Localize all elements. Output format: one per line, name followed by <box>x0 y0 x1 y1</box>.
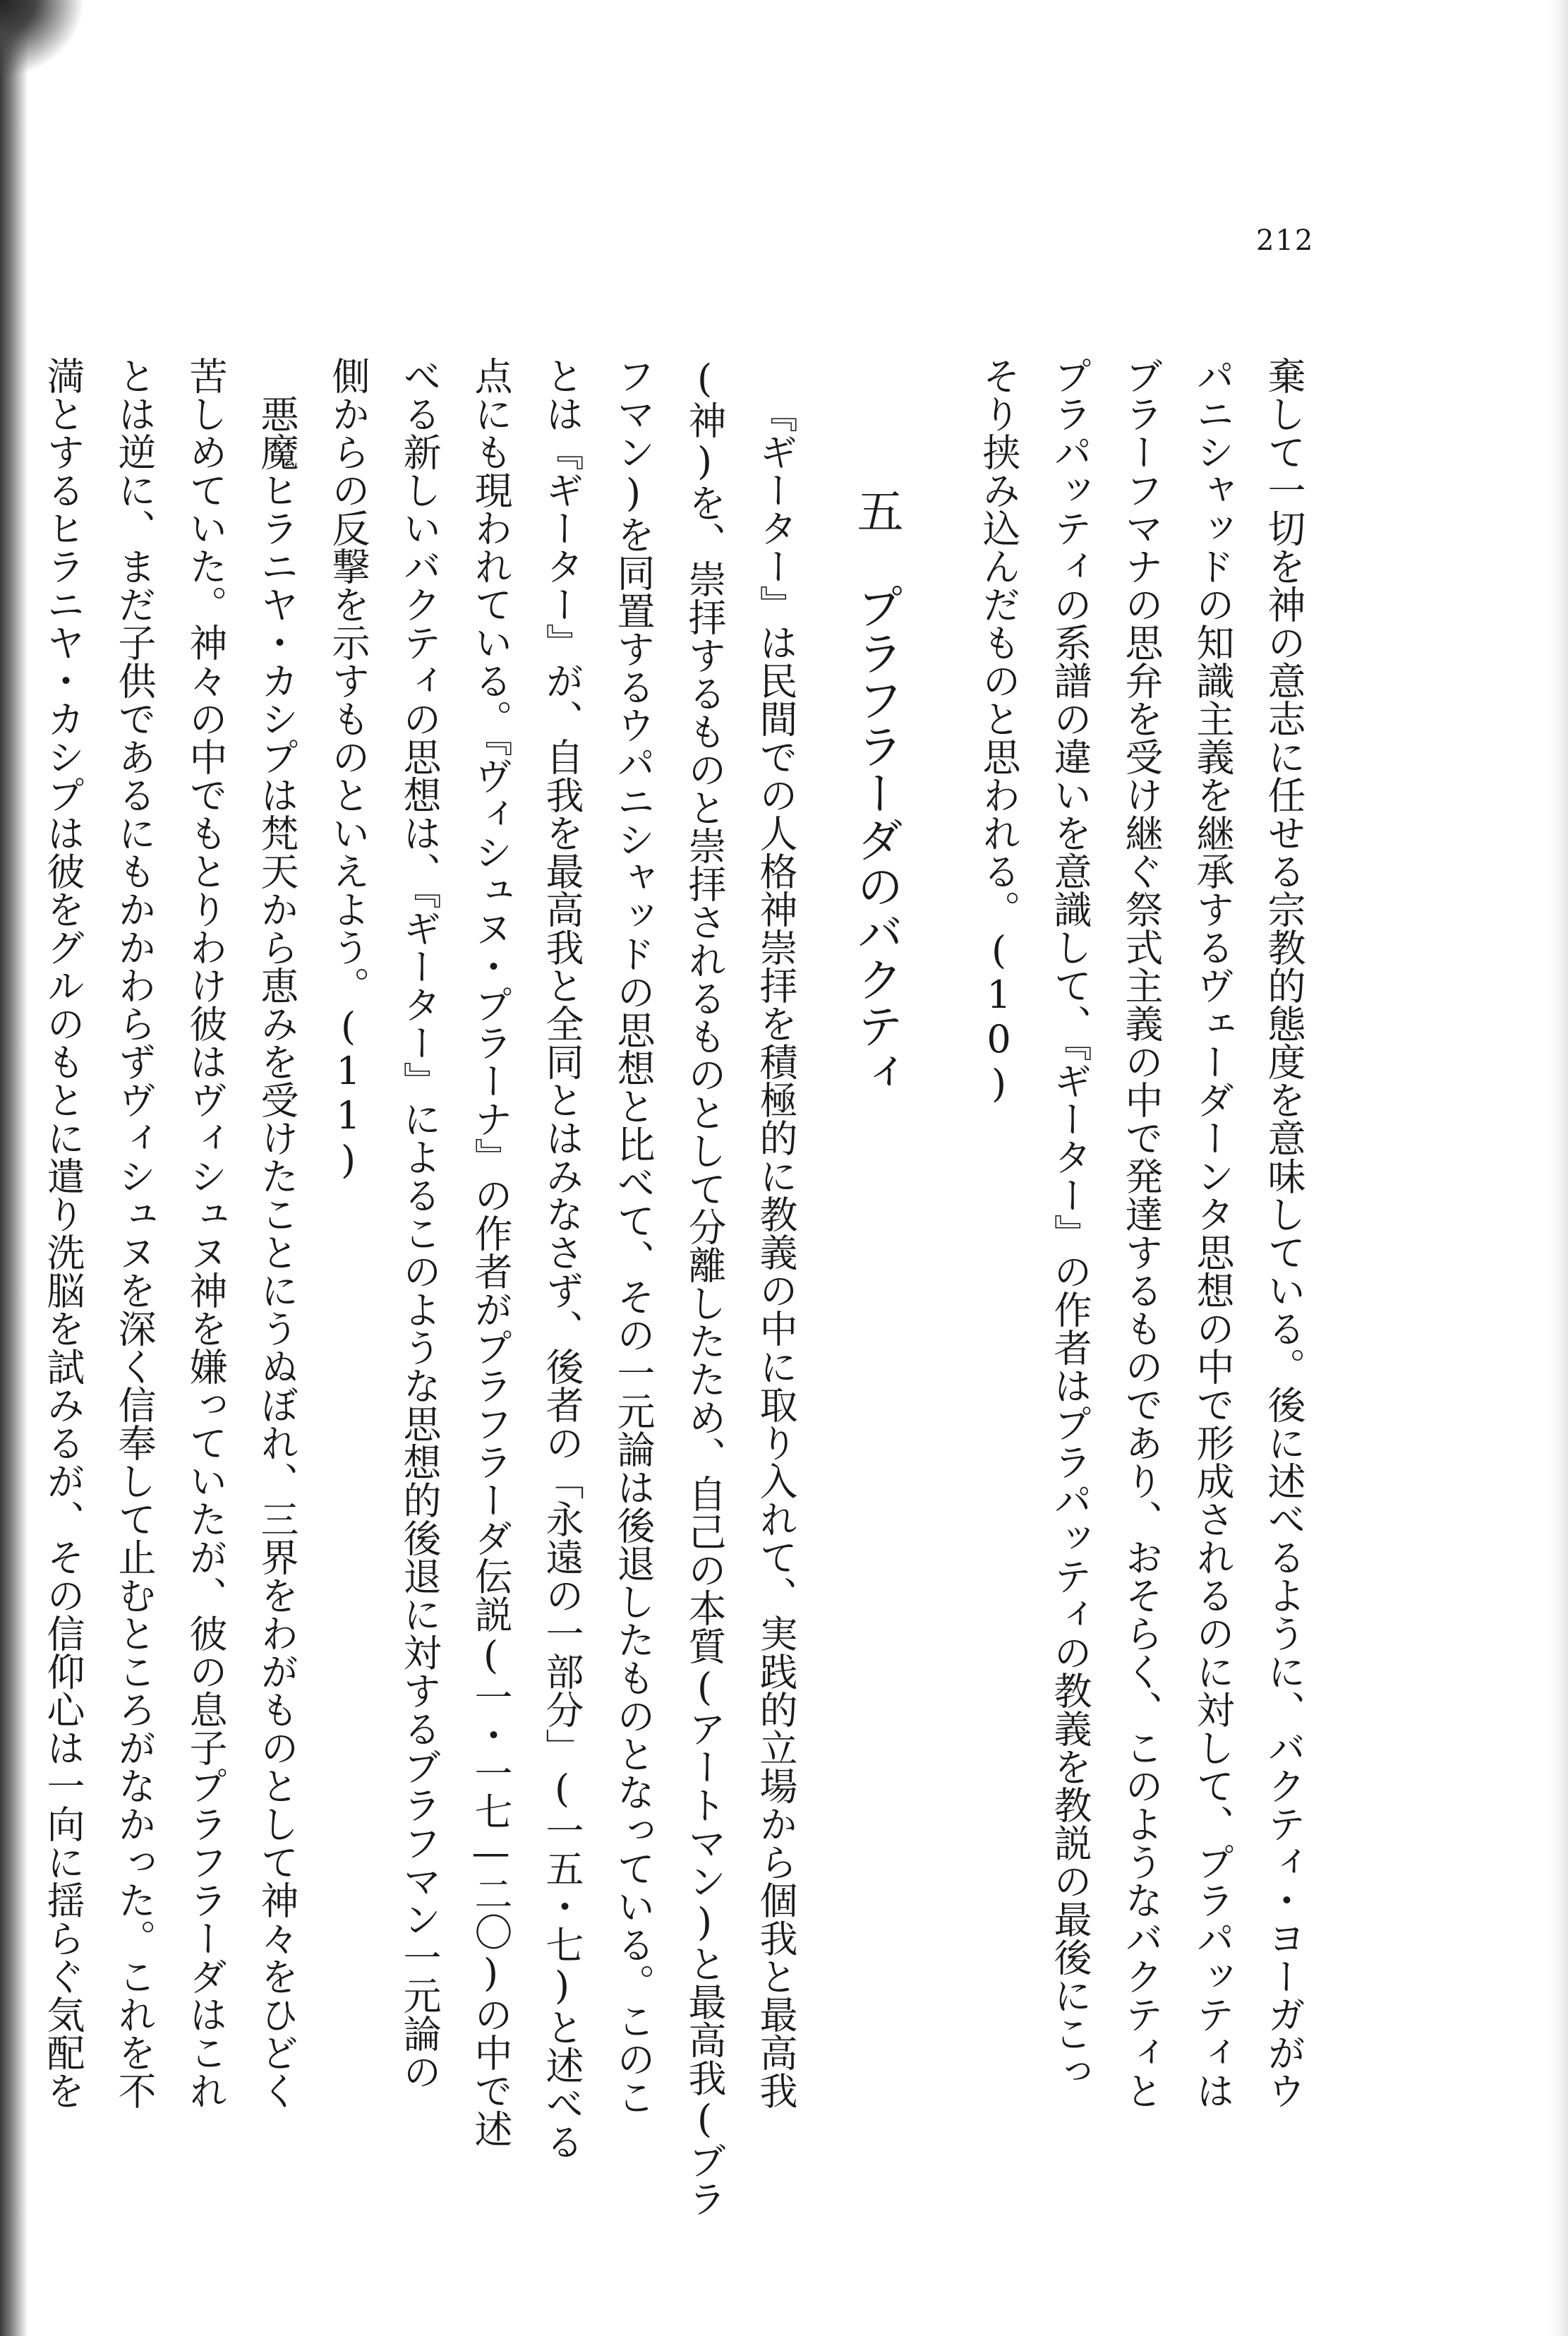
text-line: 苦しめていた。神々の中でもとりわけ彼はヴィシュヌ神を嫌っていたが、彼の息子プラフラーダはこれ <box>183 356 228 2109</box>
section-title: プラフラーダのバクティ <box>849 583 903 1095</box>
text-line: 側からの反撃を示すものといえよう。(11) <box>326 356 370 1182</box>
scan-shadow-left <box>0 0 28 2336</box>
text-line: そり挟み込んだものと思われる。(10) <box>977 356 1021 1106</box>
section-number: 五 <box>849 487 903 534</box>
page-number: 212 <box>1256 224 1315 257</box>
text-line: とは逆に、まだ子供であるにもかかわらずヴィシュヌを深く信奉して止むところがなかった。これを不 <box>112 356 157 2109</box>
scan-shadow-corner <box>0 0 85 78</box>
text-line: 棄して一切を神の意志に任せる宗教的態度を意味している。後に述べるように、バクティ・ヨーガがウ <box>1262 356 1306 2109</box>
text-line: ブラーフマナの思弁を受け継ぐ祭式主義の中で発達するものであり、おそらく、このようなバクティと <box>1119 356 1164 2109</box>
text-line: プラパッティの系譜の違いを意識して、『ギーター』の作者はプラパッティの教義を教説の最後にこっ <box>1048 356 1092 2090</box>
text-line: 悪魔ヒラニヤ・カシプは梵天から恵みを受けたことにうぬぼれ、三界をわがものとして神々をひどく <box>255 395 299 2109</box>
text-line: べる新しいバクティの思想は、『ギーター』によるこのような思想的後退に対するブラフマン一元論の <box>397 356 442 2090</box>
body-paragraphs <box>41 356 812 2304</box>
text-line: 点にも現われている。『ヴィシュヌ・プラーナ』の作者がプラフラーダ伝説(一・一七—二〇)の中で述 <box>469 356 513 2148</box>
section-heading <box>844 487 907 1095</box>
text-line: (神)を、崇拝するものと崇拝されるものとして分離したため、自己の本質(アートマン)と最高我(ブラ <box>682 356 727 2217</box>
text-line: 『ギーター』は民間での人格神崇拝を積極的に教義の中に取り入れて、実践的立場から個我と最高我 <box>754 395 798 2109</box>
top-paragraph <box>977 356 1320 2276</box>
text-line: フマン)を同置するウパニシャッドの思想と比べて、その一元論は後退したものとなっている。このこ <box>611 356 656 2116</box>
text-line: 満とするヒラニヤ・カシプは彼をグルのもとに遣り洗脳を試みるが、その信仰心は一向に揺らぐ気配を <box>41 356 85 2109</box>
text-line: パニシャッドの知識主義を継承するヴェーダーンタ思想の中で形成されるのに対して、プラパッティは <box>1190 356 1235 2109</box>
text-line: とは『ギーター』が、自我を最高我と全同とはみなさず、後者の「永遠の一部分」(一五・七)と述べる <box>540 356 584 2160</box>
scan-shadow-right <box>1547 0 1568 2336</box>
